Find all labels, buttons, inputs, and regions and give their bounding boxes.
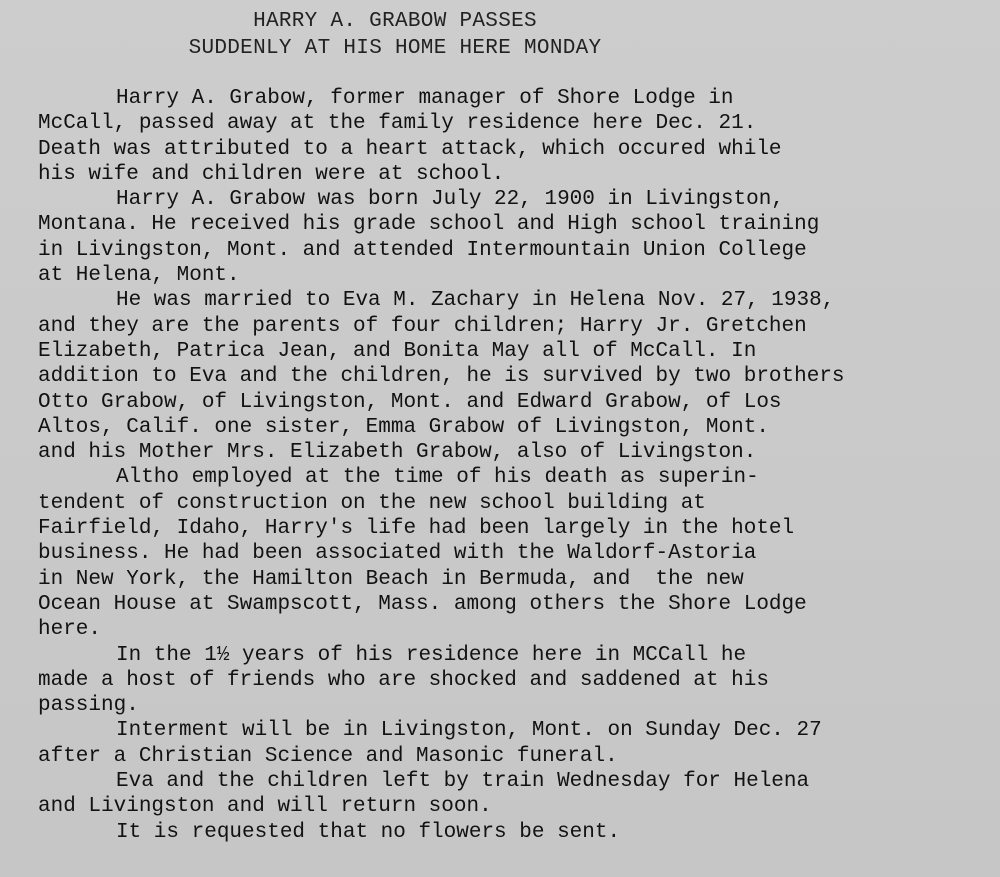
article-line: He was married to Eva M. Zachary in Helena Nov. 27, 1938, bbox=[116, 289, 835, 313]
article-line: at Helena, Mont. bbox=[38, 264, 240, 288]
article-line: addition to Eva and the children, he is survived by two brothers bbox=[38, 365, 845, 389]
article-line: It is requested that no flowers be sent. bbox=[116, 820, 621, 844]
article-line: after a Christian Science and Masonic funeral. bbox=[38, 744, 618, 768]
article-line: and his Mother Mrs. Elizabeth Grabow, also of Livingston. bbox=[38, 441, 757, 465]
article-line: his wife and children were at school. bbox=[38, 162, 505, 186]
headline-line-1: HARRY A. GRABOW PASSES bbox=[253, 10, 537, 33]
article-body bbox=[38, 86, 998, 845]
article-line: Death was attributed to a heart attack, which occured while bbox=[38, 137, 782, 161]
article-line: Otto Grabow, of Livingston, Mont. and Edward Grabow, of Los bbox=[38, 390, 782, 414]
article-line: Eva and the children left by train Wednesday for Helena bbox=[116, 770, 810, 794]
article-line: Harry A. Grabow was born July 22, 1900 in Livingston, bbox=[116, 188, 784, 212]
article-line: and Livingston and will return soon. bbox=[38, 795, 492, 819]
article-line: and they are the parents of four children; Harry Jr. Gretchen bbox=[38, 314, 807, 338]
article-line: tendent of construction on the new school building at bbox=[38, 491, 706, 515]
article-line: McCall, passed away at the family residence here Dec. 21. bbox=[38, 112, 757, 136]
article-line: In the 1½ years of his residence here in MCCall he bbox=[116, 643, 747, 667]
article-line: Montana. He received his grade school and High school training bbox=[38, 213, 820, 237]
article-line: Harry A. Grabow, former manager of Shore Lodge in bbox=[116, 87, 734, 110]
headline bbox=[0, 8, 790, 62]
headline-line-2: SUDDENLY AT HIS HOME HERE MONDAY bbox=[188, 37, 602, 60]
article-line: Interment will be in Livingston, Mont. on Sunday Dec. 27 bbox=[116, 719, 822, 743]
article-line: passing. bbox=[38, 694, 139, 718]
article-line: Fairfield, Idaho, Harry's life had been largely in the hotel bbox=[38, 517, 795, 541]
article-line: Altos, Calif. one sister, Emma Grabow of Livingston, Mont. bbox=[38, 415, 769, 439]
article-line: Elizabeth, Patrica Jean, and Bonita May all of McCall. In bbox=[38, 339, 757, 363]
article-line: here. bbox=[38, 618, 102, 642]
article-line: made a host of friends who are shocked and saddened at his bbox=[38, 668, 769, 692]
article-line: business. He had been associated with the Waldorf-Astoria bbox=[38, 542, 757, 566]
article-line: in Livingston, Mont. and attended Intermountain Union College bbox=[38, 238, 807, 262]
article-line: Altho employed at the time of his death as superin- bbox=[116, 466, 759, 490]
article-line: in New York, the Hamilton Beach in Bermuda, and the new bbox=[38, 567, 744, 591]
article-line: Ocean House at Swampscott, Mass. among others the Shore Lodge bbox=[38, 592, 807, 616]
